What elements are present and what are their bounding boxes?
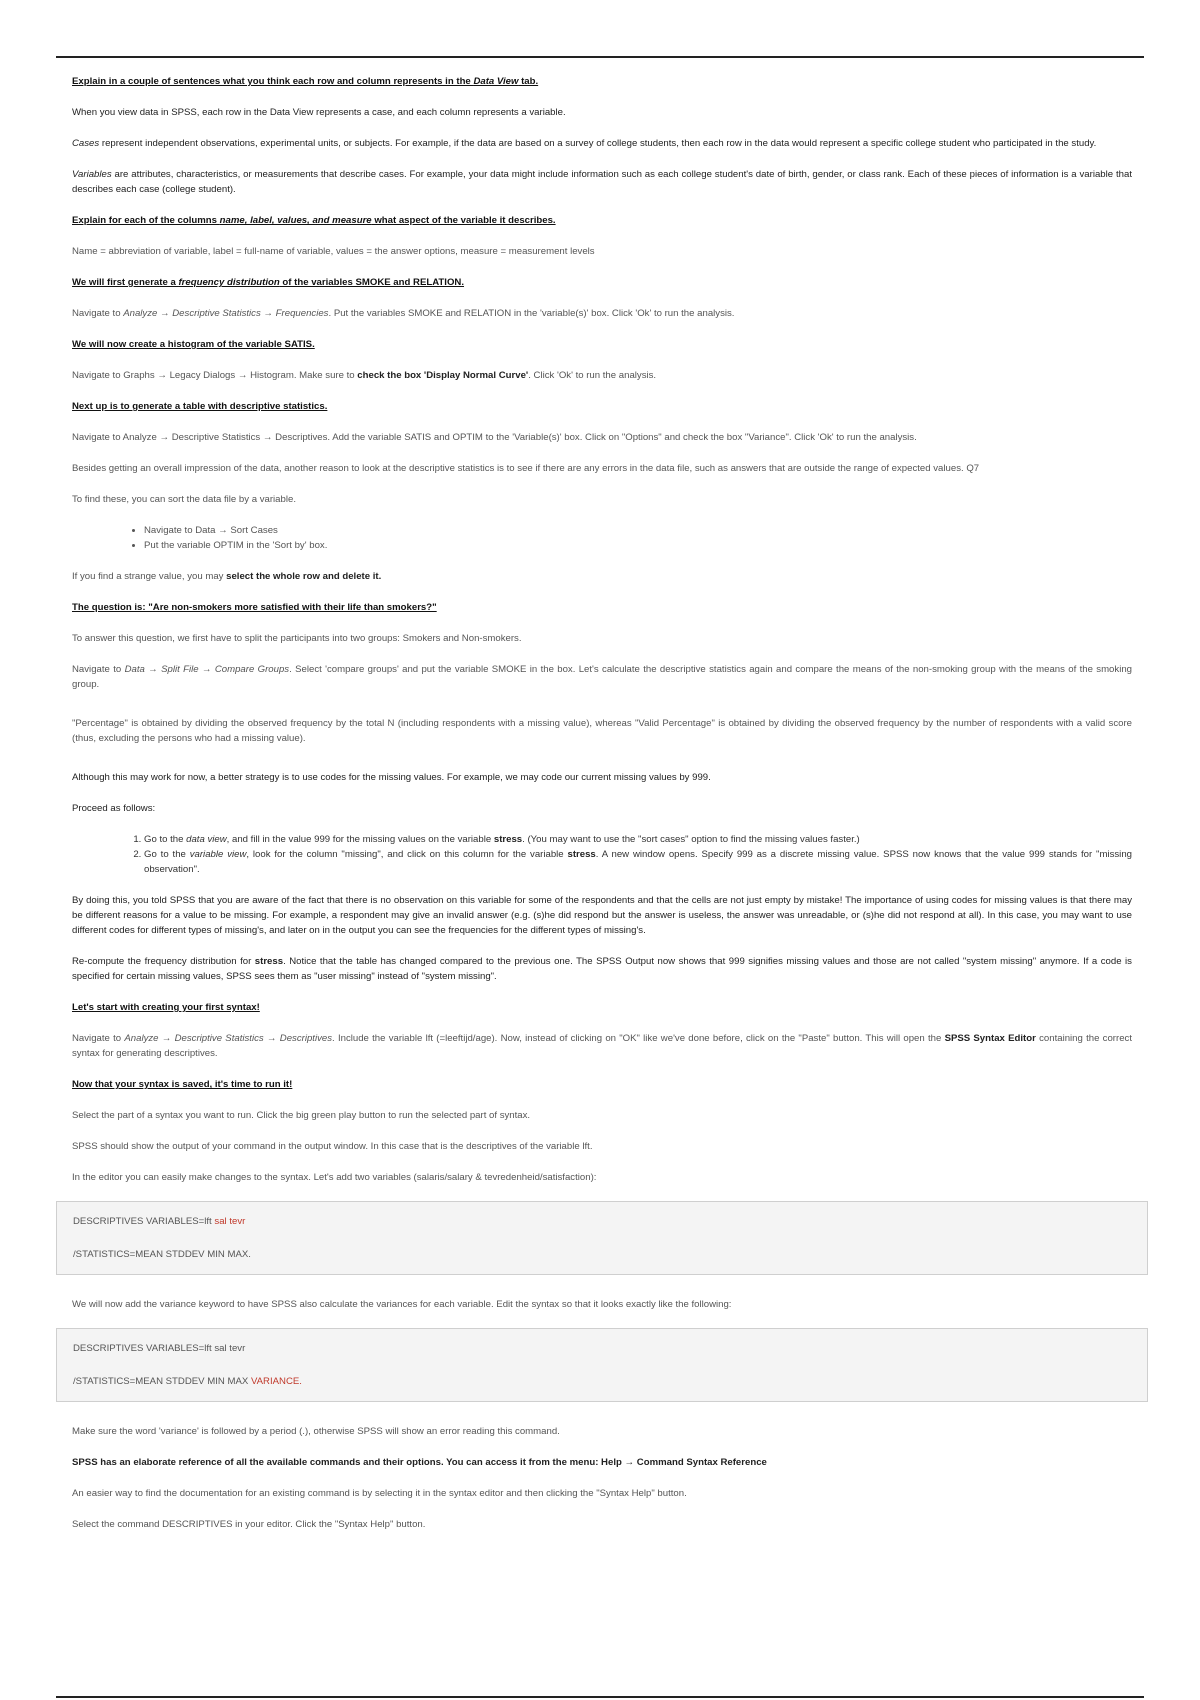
paragraph-output: SPSS should show the output of your command in the output window. In this case that is the descriptives of the variable lft. [72,1141,593,1152]
paragraph-run: Select the part of a syntax you want to run. Click the big green play button to run the selected part of syntax. [72,1110,531,1121]
paragraph-histogram: Navigate to Graphs → Legacy Dialogs → Histogram. Make sure to check the box 'Display Normal Curve'. Click 'Ok' to run the analysis. [72,370,657,381]
paragraph-syntax-help: An easier way to find the documentation for an existing command is by selecting it in the syntax editor and then clicking the "Syntax Help" button. [72,1488,687,1499]
paragraph-percentage: "Percentage" is obtained by dividing the observed frequency by the total N (including respondents with a missing value), whereas "Valid Percentage" is obtained by dividing the observed frequency by the number of respondents with a valid score (thus, excluding the persons who had a missing value). [72,718,1132,744]
heading-columns: Explain for each of the columns name, label, values, and measure what aspect of the variable it describes. [72,215,556,226]
code-line: DESCRIPTIVES VARIABLES=lft sal tevr [73,1343,246,1354]
syntax-code-block-1 [56,1201,1148,1275]
syntax-code-block-2 [56,1328,1148,1402]
heading-first-syntax: Let's start with creating your first syntax! [72,1002,260,1013]
paragraph-frequency: Navigate to Analyze → Descriptive Statistics → Frequencies. Put the variables SMOKE and RELATION in the 'variable(s)' box. Click 'Ok' to run the analysis. [72,308,735,319]
heading-histogram: We will now create a histogram of the variable SATIS. [72,339,315,350]
paragraph-strange-value: If you find a strange value, you may select the whole row and delete it. [72,571,382,582]
code-line: /STATISTICS=MEAN STDDEV MIN MAX VARIANCE. [73,1376,302,1387]
heading-descriptives: Next up is to generate a table with descriptive statistics. [72,401,328,412]
paragraph-variance-keyword: We will now add the variance keyword to have SPSS also calculate the variances for each variable. Edit the syntax so that it looks exactly like the following: [72,1299,732,1310]
bottom-rule [56,1696,1144,1698]
code-line: DESCRIPTIVES VARIABLES=lft sal tevr [73,1216,246,1227]
paragraph-missing-codes: Although this may work for now, a better strategy is to use codes for the missing values. For example, we may code our current missing values by 999. [72,772,711,783]
heading-question: The question is: "Are non-smokers more satisfied with their life than smokers?" [72,602,437,613]
heading-data-view: Explain in a couple of sentences what you think each row and column represents in the Data View tab. [72,76,539,87]
paragraph-variables: Variables are attributes, characteristics, or measurements that describe cases. For example, your data might include information such as each college student's date of birth, gender, or class rank. Each of these pieces of information is a variable that describes each case (college student). [72,169,1132,195]
paragraph-cases: Cases represent independent observations, experimental units, or subjects. For example, if the data are based on a survey of college students, then each row in the data would represent a specific college student who participated in the study. [72,138,1097,149]
paragraph-proceed: Proceed as follows: [72,803,156,814]
sort-steps-list [72,523,1132,553]
top-rule [56,56,1144,58]
list-item: 1. Go to the data view, and fill in the value 999 for the missing values on the variable stress. (You may want to use the "sort cases" option to find the missing values faster.) [144,832,1132,847]
paragraph-split-file: Navigate to Data → Split File → Compare Groups. Select 'compare groups' and put the variable SMOKE in the box. Let's calculate the descriptive statistics again and compare the means of the non-smoking group with the means of the smoking group. [72,664,1132,690]
paragraph-descriptives: Navigate to Analyze → Descriptive Statistics → Descriptives. Add the variable SATIS and OPTIM to the 'Variable(s)' box. Click on "Options" and check the box "Variance". Click 'Ok' to run the analysis. [72,432,917,443]
paragraph-edit-syntax: In the editor you can easily make changes to the syntax. Let's add two variables (salaris/salary & tevredenheid/satisfaction): [72,1172,597,1183]
paragraph-recompute: Re-compute the frequency distribution for stress. Notice that the table has changed compared to the previous one. The SPSS Output now shows that 999 signifies missing values and those are not called "system missing" anymore. If a code is specified for certain missing values, SPSS sees them as "user missing" instead of "system missing". [72,956,1132,982]
heading-frequency: We will first generate a frequency distribution of the variables SMOKE and RELATION. [72,277,465,288]
list-item: 2. Go to the variable view, look for the column "missing", and click on this column for the variable stress. A new window opens. Specify 999 as a discrete missing value. SPSS now knows that the value 999 stands for "missing observation". [144,847,1132,877]
code-line: /STATISTICS=MEAN STDDEV MIN MAX. [73,1249,251,1260]
paragraph-missing-reasons: By doing this, you told SPSS that you are aware of the fact that there is no observation on this variable for some of the respondents and that the cells are not just empty by mistake! The importance of using codes for missing values is that there may be different reasons for a value to be missing. For example, a respondent may give an invalid answer (e.g. (s)he did respond but the answer is useless, the answer was unreadable, or (s)he did not respond at all). In this case, you may want to use different codes for different types of missing's, and later on in the output you can see the frequencies for the different types of missing's. [72,895,1132,936]
paragraph-paste-syntax: Navigate to Analyze → Descriptive Statistics → Descriptives. Include the variable lft (=leeftijd/age). Now, instead of clicking on "OK" like we've done before, click on the "Paste" button. This will open the SPSS Syntax Editor containing the correct syntax for generating descriptives. [72,1033,1132,1059]
paragraph-split-groups: To answer this question, we first have to split the participants into two groups: Smokers and Non-smokers. [72,633,522,644]
paragraph-select-command: Select the command DESCRIPTIVES in your editor. Click the "Syntax Help" button. [72,1519,426,1530]
paragraph-syntax-reference: SPSS has an elaborate reference of all the available commands and their options. You can access it from the menu: Help → Command Syntax Reference [72,1457,767,1468]
document-body [72,74,1132,1548]
paragraph-sort: To find these, you can sort the data file by a variable. [72,494,296,505]
list-item: • Put the variable OPTIM in the 'Sort by' box. [144,538,1132,553]
paragraph-period-note: Make sure the word 'variance' is followed by a period (.), otherwise SPSS will show an error reading this command. [72,1426,560,1437]
paragraph-data-view: When you view data in SPSS, each row in the Data View represents a case, and each column represents a variable. [72,107,566,118]
paragraph-columns: Name = abbreviation of variable, label = full-name of variable, values = the answer options, measure = measurement levels [72,246,595,257]
paragraph-errors: Besides getting an overall impression of the data, another reason to look at the descriptive statistics is to see if there are any errors in the data file, such as answers that are outside the range of expected values. Q7 [72,463,980,474]
heading-run-syntax: Now that your syntax is saved, it's time to run it! [72,1079,293,1090]
missing-steps-list [72,832,1132,877]
list-item: • Navigate to Data → Sort Cases [144,523,1132,538]
